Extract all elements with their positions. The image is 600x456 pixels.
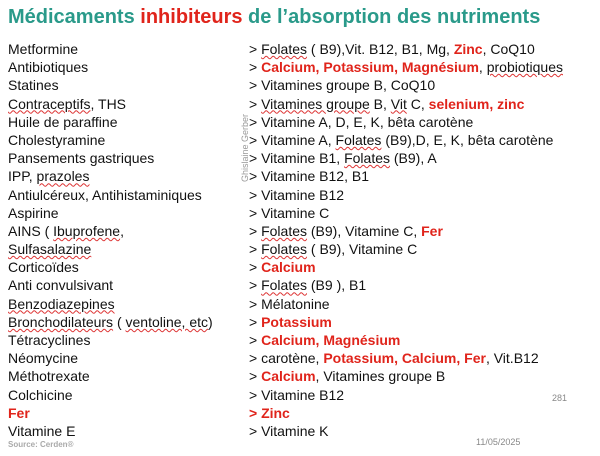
nutrient-effect: [249, 349, 539, 367]
page-title: [8, 6, 598, 29]
medication-list: [8, 40, 598, 440]
list-item: [8, 331, 598, 349]
nutrient-effect-segment: ( B9), Vitamine C: [307, 241, 418, 258]
drug-name-segment: Vitamine E: [8, 422, 76, 439]
title-highlight: inhibiteurs: [140, 6, 243, 28]
nutrient-effect-segment: > Vitamine B12: [249, 186, 345, 203]
list-item: [8, 95, 598, 113]
author-watermark: Ghislaine Gerber: [240, 113, 250, 182]
nutrient-effect-segment: >: [249, 41, 262, 57]
nutrient-effect-segment: Folates: [344, 150, 390, 167]
drug-name-segment: Contraceptifs: [8, 95, 91, 112]
drug-name-segment: Antiulcéreux, Antihistaminiques: [8, 186, 202, 203]
list-item: [8, 167, 598, 185]
nutrient-effect: [249, 149, 437, 167]
drug-name: [8, 240, 91, 258]
nutrient-effect-segment: > Vitamine A,: [249, 131, 336, 148]
drug-name-segment: ,: [120, 222, 124, 239]
drug-name-segment: Corticoïdes: [8, 259, 79, 276]
nutrient-effect-segment: B,: [369, 95, 391, 112]
list-item: [8, 149, 598, 167]
nutrient-effect-segment: Folates: [261, 41, 307, 57]
drug-name: [8, 331, 90, 349]
nutrient-effect-segment: (B9 ), B1: [307, 277, 367, 294]
drug-name-segment: Néomycine: [8, 350, 79, 367]
nutrient-effect-segment: (B9), A: [390, 150, 437, 167]
drug-name-segment: Bronchodilateurs: [8, 313, 114, 330]
drug-name-segment: Benzodiazepines: [8, 295, 115, 312]
drug-name: [8, 131, 105, 149]
nutrient-effect: [249, 58, 563, 76]
list-item: [8, 186, 598, 204]
nutrient-effect-segment: ( B9),Vit. B12, B1, Mg,: [307, 41, 454, 57]
nutrient-effect-segment: >: [249, 332, 262, 348]
nutrient-effect: [249, 40, 535, 58]
nutrient-effect-segment: selenium, zinc: [428, 95, 525, 112]
drug-name: [8, 113, 117, 131]
drug-name: [8, 95, 126, 113]
nutrient-effect-segment: Folates: [261, 222, 307, 239]
nutrient-effect-segment: , CoQ10: [482, 41, 535, 57]
drug-name: [8, 295, 115, 313]
nutrient-effect-segment: ,: [478, 59, 487, 76]
nutrient-effect: [249, 331, 400, 349]
nutrient-effect-segment: Zinc: [453, 41, 483, 57]
nutrient-effect-segment: , Vit.B12: [485, 350, 539, 367]
list-item: [8, 404, 598, 422]
nutrient-effect: [249, 113, 473, 131]
drug-name-segment: ): [208, 313, 213, 330]
nutrient-effect: [249, 240, 417, 258]
nutrient-effect-segment: >: [249, 241, 262, 258]
drug-name: [8, 386, 73, 404]
drug-name: [8, 167, 89, 185]
nutrient-effect-segment: > Vitamine K: [249, 422, 329, 439]
drug-name: [8, 276, 113, 294]
drug-name-segment: Antibiotiques: [8, 59, 89, 76]
title-part1: Médicaments: [8, 6, 141, 28]
drug-name-segment: Anti convulsivant: [8, 277, 114, 294]
nutrient-effect-segment: >: [249, 259, 262, 276]
page-number: 281: [552, 393, 568, 403]
drug-name: [8, 367, 90, 385]
nutrient-effect: [249, 367, 445, 385]
drug-name-segment: Huile de paraffine: [8, 113, 118, 130]
nutrient-effect-segment: (B9),D, E, K, bêta carotène: [381, 131, 554, 148]
list-item: [8, 76, 598, 94]
nutrient-effect-segment: Calcium, Magnésium: [261, 332, 401, 348]
list-item: [8, 258, 598, 276]
drug-name: [8, 58, 88, 76]
nutrient-effect-segment: Fer: [421, 222, 443, 239]
drug-name-segment: IPP,: [8, 168, 37, 185]
list-item: [8, 113, 598, 131]
nutrient-effect-segment: > Vitamine C: [249, 204, 330, 221]
list-item: [8, 240, 598, 258]
slide-date: 11/05/2025: [476, 437, 521, 447]
list-item: [8, 349, 598, 367]
nutrient-effect: [249, 276, 366, 294]
nutrient-effect-segment: Vit: [390, 95, 407, 112]
drug-name-segment: Cholestyramine: [8, 131, 106, 148]
nutrient-effect: [249, 222, 443, 240]
nutrient-effect-segment: , Vitamines groupe B: [315, 368, 446, 385]
nutrient-effect-segment: > Vitamine B1,: [249, 150, 345, 167]
drug-name: [8, 404, 30, 422]
nutrient-effect-segment: > Vitamine B12, B1: [249, 168, 369, 185]
drug-name-segment: Tétracyclines: [8, 332, 91, 348]
drug-name-segment: Aspirine: [8, 204, 59, 221]
title-part2: de l’absorption des nutriments: [242, 6, 541, 28]
nutrient-effect-segment: > Mélatonine: [249, 295, 330, 312]
drug-name-segment: Metformine: [8, 41, 79, 57]
drug-name-segment: AINS (: [8, 222, 54, 239]
nutrient-effect: [249, 386, 344, 404]
nutrient-effect: [249, 95, 524, 113]
drug-name: [8, 149, 154, 167]
list-item: [8, 58, 598, 76]
nutrient-effect-segment: >: [249, 368, 262, 385]
nutrient-effect-segment: > Vitamine B12: [249, 386, 345, 403]
nutrient-effect: [249, 313, 332, 331]
nutrient-effect-segment: Calcium, Potassium, Magnésium: [261, 59, 479, 76]
list-item: [8, 222, 598, 240]
nutrient-effect-segment: > Vitamines groupe B, CoQ10: [249, 77, 436, 94]
list-item: [8, 295, 598, 313]
nutrient-effect: [249, 186, 344, 204]
drug-name-segment: (: [113, 313, 126, 330]
drug-name-segment: Statines: [8, 77, 59, 94]
nutrient-effect-segment: Vitamines groupe: [261, 95, 370, 112]
nutrient-effect-segment: >: [249, 95, 262, 112]
nutrient-effect-segment: Folates: [261, 241, 307, 258]
source-note: Source: Cerden®: [8, 440, 74, 449]
nutrient-effect-segment: Folates: [261, 277, 307, 294]
nutrient-effect-segment: >: [249, 277, 262, 294]
drug-name: [8, 186, 202, 204]
nutrient-effect: [249, 131, 553, 149]
list-item: [8, 204, 598, 222]
nutrient-effect-segment: (B9), Vitamine C,: [307, 222, 422, 239]
nutrient-effect: [249, 295, 330, 313]
list-item: [8, 313, 598, 331]
nutrient-effect-segment: Potassium, Calcium, Fer: [323, 350, 486, 367]
drug-name: [8, 40, 78, 58]
nutrient-effect: [249, 258, 316, 276]
list-item: [8, 276, 598, 294]
drug-name-segment: prazoles: [36, 168, 90, 185]
list-item: [8, 40, 598, 58]
list-item: [8, 367, 598, 385]
nutrient-effect-segment: > Vitamine A, D, E, K, bêta carotène: [249, 113, 474, 130]
list-item: [8, 131, 598, 149]
nutrient-effect-segment: Calcium: [261, 259, 316, 276]
nutrient-effect: [249, 404, 290, 422]
nutrient-effect-segment: probiotiques: [486, 59, 563, 76]
drug-name-segment: ventoline, etc: [125, 313, 209, 330]
drug-name: [8, 422, 75, 440]
drug-name: [8, 204, 59, 222]
drug-name: [8, 222, 124, 240]
drug-name: [8, 313, 213, 331]
nutrient-effect-segment: Folates: [335, 131, 382, 148]
nutrient-effect-segment: Calcium: [261, 368, 316, 385]
drug-name-segment: , THS: [90, 95, 127, 112]
nutrient-effect-segment: >: [249, 313, 262, 330]
nutrient-effect-segment: >: [249, 222, 262, 239]
drug-name-segment: Colchicine: [8, 386, 73, 403]
drug-name-segment: Pansements gastriques: [8, 150, 155, 167]
drug-name-segment: Ibuprofene: [53, 222, 121, 239]
nutrient-effect: [249, 167, 369, 185]
drug-name-segment: Méthotrexate: [8, 368, 90, 385]
drug-name: [8, 76, 59, 94]
nutrient-effect-segment: > carotène,: [249, 350, 324, 367]
nutrient-effect-segment: > Zinc: [249, 404, 290, 421]
drug-name: [8, 258, 79, 276]
nutrient-effect: [249, 76, 435, 94]
drug-name: [8, 349, 78, 367]
nutrient-effect-segment: C,: [406, 95, 429, 112]
nutrient-effect: [249, 422, 329, 440]
nutrient-effect-segment: Potassium: [261, 313, 332, 330]
drug-name-segment: Fer: [8, 404, 30, 421]
list-item: [8, 386, 598, 404]
nutrient-effect: [249, 204, 329, 222]
drug-name-segment: Sulfasalazine: [8, 241, 92, 258]
nutrient-effect-segment: >: [249, 59, 262, 76]
